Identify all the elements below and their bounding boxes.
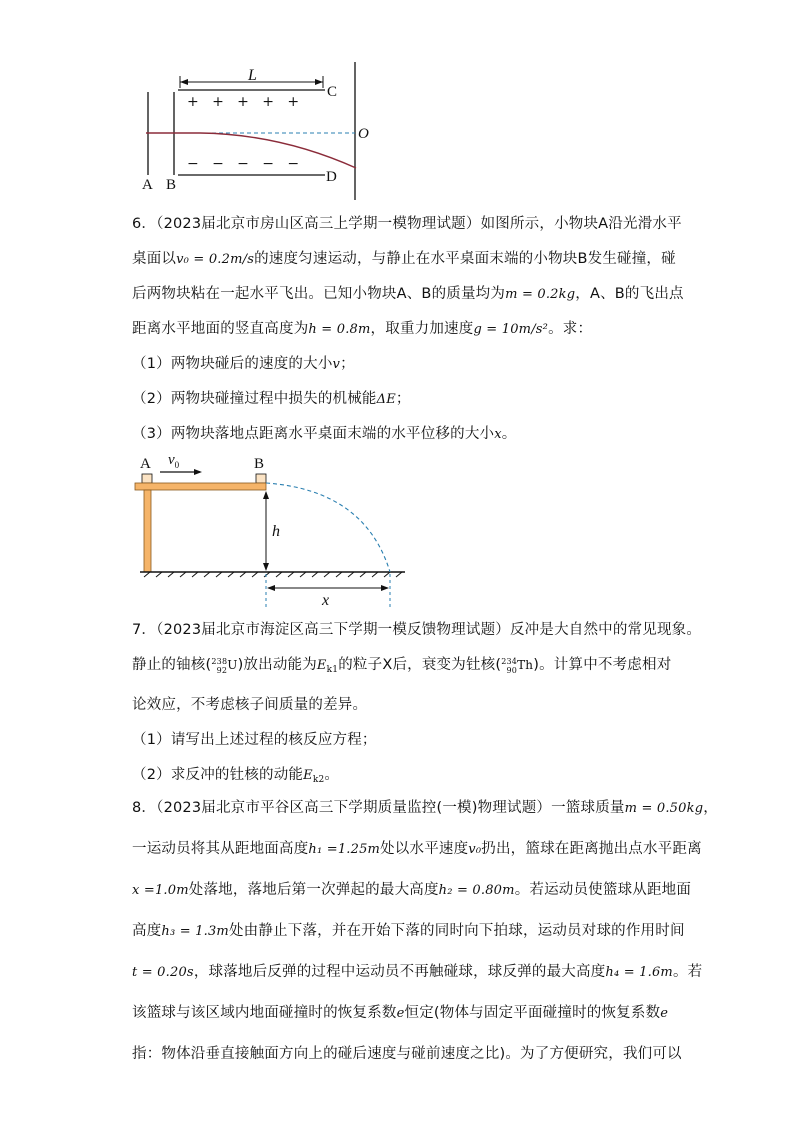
label-c: C (327, 84, 338, 100)
q8-line1 (132, 788, 718, 829)
q6-sub1-var: v (332, 357, 341, 372)
q6-sub2-text: （2）两物块碰撞过程中损失的机械能 (132, 391, 377, 407)
label-b: B (166, 177, 177, 193)
q8-line5-a: ，球落地后反弹的过程中运动员不再触碰球，球反弹的最大高度 (193, 964, 606, 980)
question-7 (132, 613, 702, 798)
q8-h3-value: h₃ = 1.3m (161, 924, 229, 939)
q6-line2 (132, 242, 676, 277)
q6-h-value: h = 0.8m (308, 322, 371, 337)
label-o: O (358, 126, 369, 142)
q7-sub1: （1）请写出上述过程的核反应方程； (132, 732, 377, 748)
th-atomic-number: 90 (506, 665, 518, 675)
q6-mass-value: m = 0.2kg (505, 287, 576, 302)
u-atomic-number: 92 (216, 665, 228, 675)
q6-line3 (132, 277, 684, 312)
arrow-l-left (180, 79, 188, 85)
q7-ek1-symbol: E (316, 658, 327, 673)
q6-sub3 (132, 417, 664, 452)
ground-hatching (144, 572, 402, 577)
arrow-l-right (315, 79, 323, 85)
q6-line4-a: 距离水平地面的竖直高度为 (132, 321, 309, 337)
q6-sub1-end: ； (340, 356, 355, 372)
q8-h1-value: h₁ =1.25m (308, 842, 381, 857)
q8-line1-b: ， (703, 800, 718, 816)
q6-line2-b: 的速度匀速运动，与静止在水平桌面末端的小物块B发生碰撞，碰 (254, 251, 676, 267)
q7-sub2-end: 。 (324, 767, 340, 783)
label-b: B (254, 456, 265, 472)
q7-line1: 7．（2023届北京市海淀区高三下学期一模反馈物理试题）反冲是大自然中的常见现象。 (132, 622, 702, 638)
q8-line2 (132, 829, 702, 870)
q7-line2 (132, 648, 672, 688)
velocity-arrowhead (194, 469, 202, 475)
block-a (142, 474, 152, 483)
q6-line2-a: 桌面以 (132, 251, 177, 267)
q8-line7: 指：物体沿垂直接触面方向上的碰后速度与碰前速度之比)。为了方便研究，我们可以 (132, 1046, 682, 1062)
q7-line3: 论效应，不考虑核子间质量的差异。 (132, 697, 368, 713)
q8-v0: v₀ (468, 842, 482, 857)
q6-sub1 (132, 347, 664, 382)
distance-arrowhead-left (267, 585, 275, 591)
q7-line2-c: 的粒子X后，衰变为钍核( (338, 657, 502, 673)
minus-signs: − − − − − (187, 156, 300, 172)
q8-line6 (132, 993, 669, 1034)
q8-e2: e (660, 1006, 669, 1021)
q8-line3-a: 处落地，落地后第一次弹起的最大高度 (188, 882, 439, 898)
table-top (135, 483, 266, 490)
q8-h2-value: h₂ = 0.80m (438, 883, 515, 898)
u-symbol: U (227, 658, 238, 672)
q6-line4-c: 。求： (548, 321, 593, 337)
thorium-nuclide (501, 656, 534, 675)
q8-line3 (132, 870, 692, 911)
figure-table-projectile (130, 450, 415, 610)
q7-line2-b: )放出动能为 (237, 657, 317, 673)
label-d: D (326, 169, 337, 185)
q6-line3-a: 后两物块粘在一起水平飞出。已知小物块A、B的质量均为 (132, 286, 506, 302)
q6-sub3-end: 。 (501, 426, 517, 442)
q8-line2-a: 一运动员将其从距地面高度 (132, 841, 309, 857)
q8-line4-b: 处由静止下落，并在开始下落的同时向下拍球，运动员对球的作用时间 (228, 923, 685, 939)
q8-t-value: t = 0.20s (132, 965, 194, 980)
q6-sub2-end: ； (395, 391, 411, 407)
height-arrowhead-bottom (263, 563, 269, 571)
q7-ek1-sub: k1 (326, 665, 339, 675)
q8-line3-b: 。若运动员使篮球从距地面 (514, 882, 692, 898)
figure-deflection-plates (130, 60, 390, 205)
label-v0: $v_0$ (168, 452, 180, 470)
q8-line2-c: 扔出，篮球在距离抛出点水平距离 (481, 841, 702, 857)
q6-line1: 6．（2023届北京市房山区高三上学期一模物理试题）如图所示，小物块A沿光滑水平 (132, 216, 682, 232)
q8-mass-value: m = 0.50kg (624, 801, 704, 816)
table-leg (144, 490, 151, 572)
q6-g-value: g = 10m/s² (473, 322, 549, 337)
q7-ek2-symbol: E (303, 768, 313, 783)
q8-line5-b: 。若 (672, 964, 703, 980)
label-x: x (322, 592, 330, 609)
th-symbol: Th (517, 658, 534, 672)
q8-line2-b: 处以水平速度 (380, 841, 469, 857)
plus-signs: + + + + + (187, 94, 300, 110)
q6-sub3-text: （3）两物块落地点距离水平桌面末端的水平位移的大小 (132, 426, 495, 442)
th-mass-number: 234 (501, 656, 518, 666)
q8-x-value: x =1.0m (132, 883, 189, 898)
height-arrowhead-top (263, 491, 269, 499)
q8-h4-value: h₄ = 1.6m (605, 965, 673, 980)
question-8 (132, 788, 718, 1074)
trajectory (266, 483, 390, 572)
q6-line4 (132, 312, 664, 347)
block-b (256, 474, 266, 483)
q6-line4-b: ，取重力加速度 (370, 321, 474, 337)
q8-line6-a: 该篮球与该区域内地面碰撞时的恢复系数 (132, 1005, 397, 1021)
q6-v0-value: v₀ = 0.2m/s (176, 252, 255, 267)
q8-e1: e (396, 1006, 405, 1021)
q8-line1-a: 8．（2023届北京市平谷区高三下学期质量监控(一模)物理试题）一篮球质量 (132, 800, 625, 816)
q8-line6-b: 恒定(物体与固定平面碰撞时的恢复系数 (404, 1005, 661, 1021)
q7-sub2-text: （2）求反冲的钍核的动能 (132, 767, 304, 783)
q7-line2-d: )。计算中不考虑相对 (533, 657, 672, 673)
q6-line3-b: ，A、B的飞出点 (575, 286, 684, 302)
q6-sub1-text: （1）两物块碰后的速度的大小 (132, 356, 333, 372)
q7-ek1 (317, 658, 338, 673)
q7-ek2 (303, 768, 324, 783)
uranium-nuclide (211, 656, 238, 675)
q7-ek2-sub: k2 (312, 775, 325, 785)
q6-sub3-var: x (494, 427, 502, 442)
q8-line4-a: 高度 (132, 923, 162, 939)
label-l: L (248, 67, 257, 84)
label-a: A (142, 177, 153, 193)
label-h: h (272, 523, 280, 540)
u-mass-number: 238 (211, 656, 228, 666)
q6-sub2-var: ΔE (376, 392, 396, 407)
q6-sub2 (132, 382, 664, 417)
q8-line4 (132, 911, 685, 952)
question-6 (132, 207, 684, 452)
q7-line2-a: 静止的铀核( (132, 657, 212, 673)
q8-line5 (132, 952, 703, 993)
distance-arrowhead-right (381, 585, 389, 591)
label-a: A (140, 456, 151, 472)
